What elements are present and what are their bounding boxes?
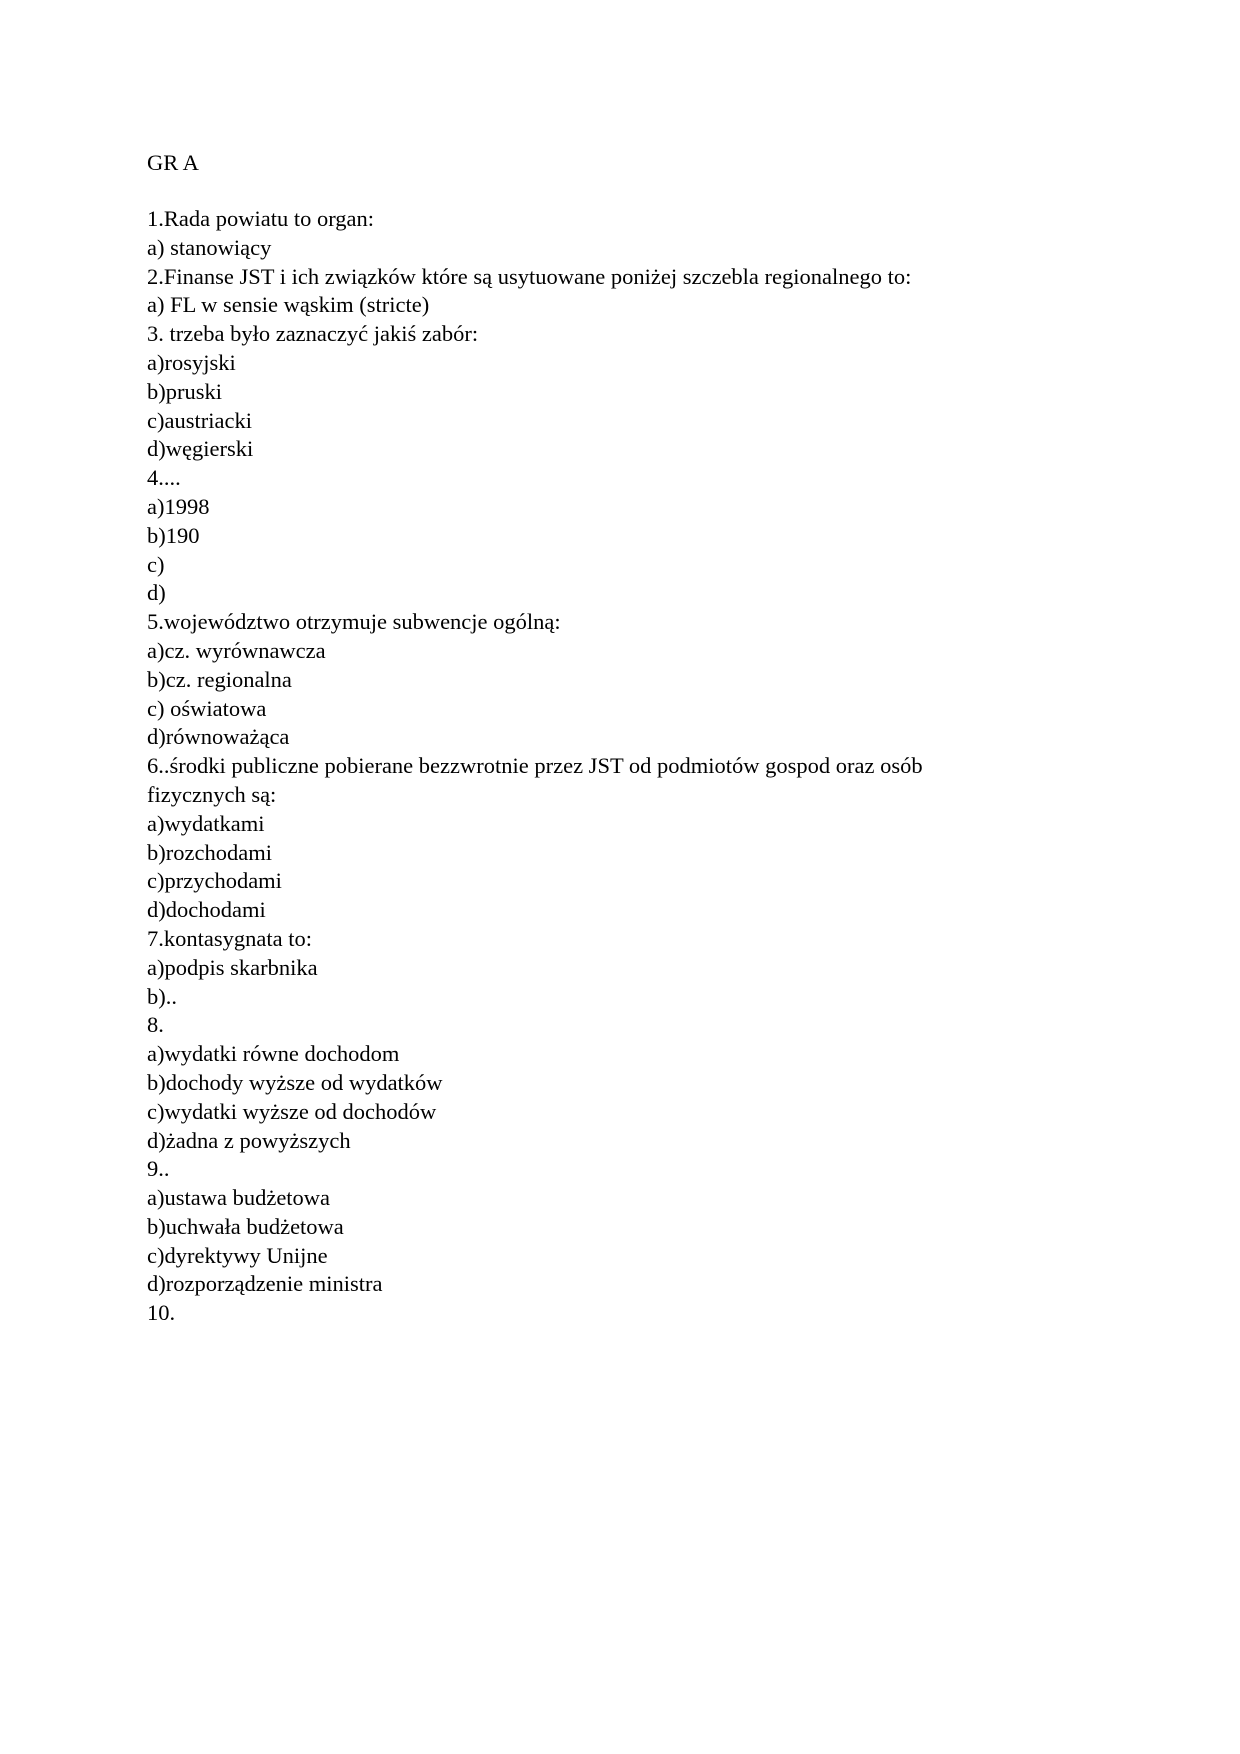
answer-9c: c)dyrektywy Unijne: [147, 1242, 328, 1268]
answer-6a: a)wydatkami: [147, 810, 265, 836]
answer-2a: a) FL w sensie wąskim (stricte): [147, 292, 430, 318]
answer-5b: b)cz. regionalna: [147, 666, 292, 692]
question-10: 10.: [147, 1300, 176, 1326]
answer-5c: c) oświatowa: [147, 695, 267, 721]
answer-3b: b)pruski: [147, 378, 222, 404]
question-6: 6..środki publiczne pobierane bezzwrotnie przez JST od podmiotów gospod oraz osób: [147, 753, 923, 779]
answer-3d: d)węgierski: [147, 436, 254, 462]
answer-9b: b)uchwała budżetowa: [147, 1213, 344, 1239]
answer-9d: d)rozporządzenie ministra: [147, 1271, 383, 1297]
answer-3c: c)austriacki: [147, 407, 252, 433]
answer-7b: b)..: [147, 983, 177, 1009]
answer-8b: b)dochody wyższe od wydatków: [147, 1069, 443, 1095]
question-5: 5.województwo otrzymuje subwencje ogólną:: [147, 609, 561, 635]
answer-5d: d)równoważąca: [147, 724, 290, 750]
answer-6c: c)przychodami: [147, 868, 282, 894]
answer-5a: a)cz. wyrównawcza: [147, 637, 326, 663]
answer-8c: c)wydatki wyższe od dochodów: [147, 1098, 437, 1124]
question-1: 1.Rada powiatu to organ:: [147, 206, 375, 231]
question-6-continued: fizycznych są:: [147, 781, 277, 807]
question-7: 7.kontasygnata to:: [147, 925, 312, 951]
question-4: 4....: [147, 465, 181, 491]
answer-4d: d): [147, 580, 166, 606]
question-8: 8.: [147, 1012, 164, 1038]
answer-8d: d)żadna z powyższych: [147, 1127, 351, 1153]
answer-7a: a)podpis skarbnika: [147, 954, 318, 980]
answer-9a: a)ustawa budżetowa: [147, 1185, 331, 1211]
answer-3a: a)rosyjski: [147, 349, 236, 375]
question-2: 2.Finanse JST i ich związków które są usytuowane poniżej szczebla regionalnego to:: [147, 263, 912, 289]
question-3: 3. trzeba było zaznaczyć jakiś zabór:: [147, 321, 479, 347]
document-content: [147, 148, 1027, 1328]
answer-4c: c): [147, 551, 165, 577]
answer-1a: a) stanowiący: [147, 234, 272, 260]
answer-6b: b)rozchodami: [147, 839, 272, 865]
question-9: 9..: [147, 1156, 170, 1182]
answer-4a: a)1998: [147, 493, 210, 519]
answer-6d: d)dochodami: [147, 897, 266, 923]
document-title: GR A: [147, 150, 199, 175]
answer-8a: a)wydatki równe dochodom: [147, 1041, 400, 1067]
answer-4b: b)190: [147, 522, 200, 548]
